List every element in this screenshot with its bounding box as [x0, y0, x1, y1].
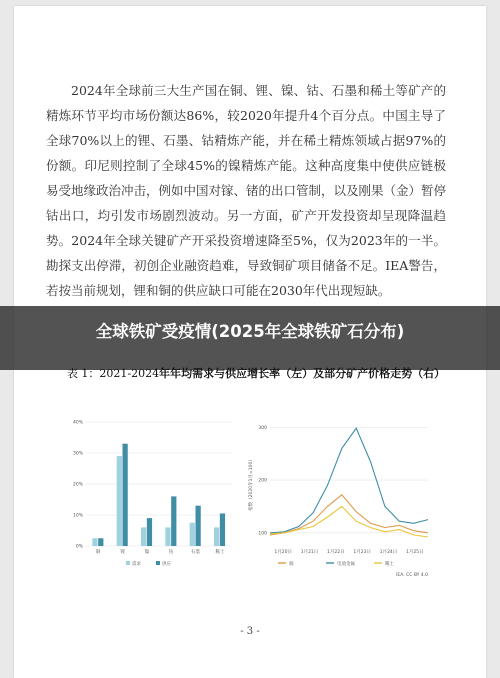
table-caption: [60, 363, 452, 385]
source-note: IEA. CC BY 4.0: [396, 573, 428, 578]
bar-x-tick-label: 稀土: [215, 550, 225, 555]
bar-x-tick-label: 镍: [144, 550, 150, 555]
bar-demand: [165, 527, 170, 546]
bar-supply: [98, 538, 103, 546]
table-caption-name: 年年均需求与供应增长率（左）及部分矿产价格走势（右）: [159, 367, 446, 380]
figure-svg: [56, 412, 440, 582]
bar-x-tick-label: 铜: [95, 550, 101, 555]
page-number: - 3 -: [240, 626, 260, 637]
bar-demand: [190, 523, 195, 546]
bar-supply: [196, 506, 201, 546]
bar-y-tick-label: 30%: [72, 451, 83, 457]
line-x-tick-label: 1月20日: [274, 550, 292, 555]
bar-legend-swatch: [126, 561, 130, 565]
bar-supply: [171, 496, 176, 546]
line-legend-label: 稀土: [385, 562, 394, 567]
bar-x-tick-label: 锂: [120, 550, 125, 555]
bar-supply: [123, 444, 128, 546]
line-y-tick-label: 100: [258, 531, 267, 537]
bar-demand: [214, 527, 219, 546]
overlay-title: 全球铁矿受疫情(2025年全球铁矿石分布): [95, 322, 405, 341]
bar-supply: [220, 513, 225, 546]
bar-demand: [141, 527, 146, 546]
bar-legend-label: 需求: [132, 562, 141, 567]
bar-demand: [92, 538, 97, 546]
line-legend-label: 电池金属: [337, 562, 355, 567]
bar-y-tick-label: 0%: [75, 544, 83, 550]
bar-x-tick-label: 石墨: [191, 550, 200, 555]
bar-demand: [117, 456, 122, 546]
bar-y-tick-label: 40%: [72, 420, 83, 426]
bar-y-tick-label: 20%: [72, 482, 83, 488]
bar-y-tick-label: 10%: [72, 513, 83, 519]
bar-supply: [147, 518, 152, 546]
line-battery-metals: [270, 428, 428, 533]
body-paragraph: 2024年全球前三大生产国在铜、锂、镍、钴、石墨和稀土等矿产的精炼环节平均市场份额达86%，较2020年提升4个百分点。中国主导了全球70%以上的锂、石墨、钴精炼产能，并在稀土精炼领域占据97%的份额。印尼则控制了全球45%的镍精炼产能。这种高度集中使供应链极易受地缘政治冲击，例如中国对镓、锗的出口管制，以及刚果（金）暂停钴出口，均引发市场剧烈波动。另一方面，矿产开发投资却呈现降温趋势。2024年全球关键矿产开采投资增速降至5%，仅为2023年的一半。勘探支出停滞，初创企业融资趋难，导致铜矿项目储备不足。IEA警告，若按当前规划，锂和铜的供应缺口可能在2030年代出现短缺。: [46, 83, 447, 298]
line-y-tick-label: 200: [258, 478, 267, 484]
line-y-tick-label: 300: [258, 425, 267, 431]
line-legend-label: 铜: [289, 562, 294, 567]
line-x-tick-label: 1月22日: [327, 550, 345, 555]
table-caption-number: 表 1：2021-2024: [66, 367, 160, 380]
figure-panel: [56, 412, 440, 582]
bar-legend-swatch: [156, 561, 160, 565]
line-x-tick-label: 1月23日: [353, 550, 371, 555]
bar-legend-label: 供应: [162, 562, 171, 567]
line-x-tick-label: 1月21日: [300, 550, 319, 555]
bar-x-tick-label: 钴: [168, 550, 174, 555]
line-x-tick-label: 1月25日: [406, 550, 424, 555]
line-y-axis-label: 指数（2020年1月=100）: [249, 457, 254, 511]
line-x-tick-label: 1月24日: [379, 550, 398, 555]
